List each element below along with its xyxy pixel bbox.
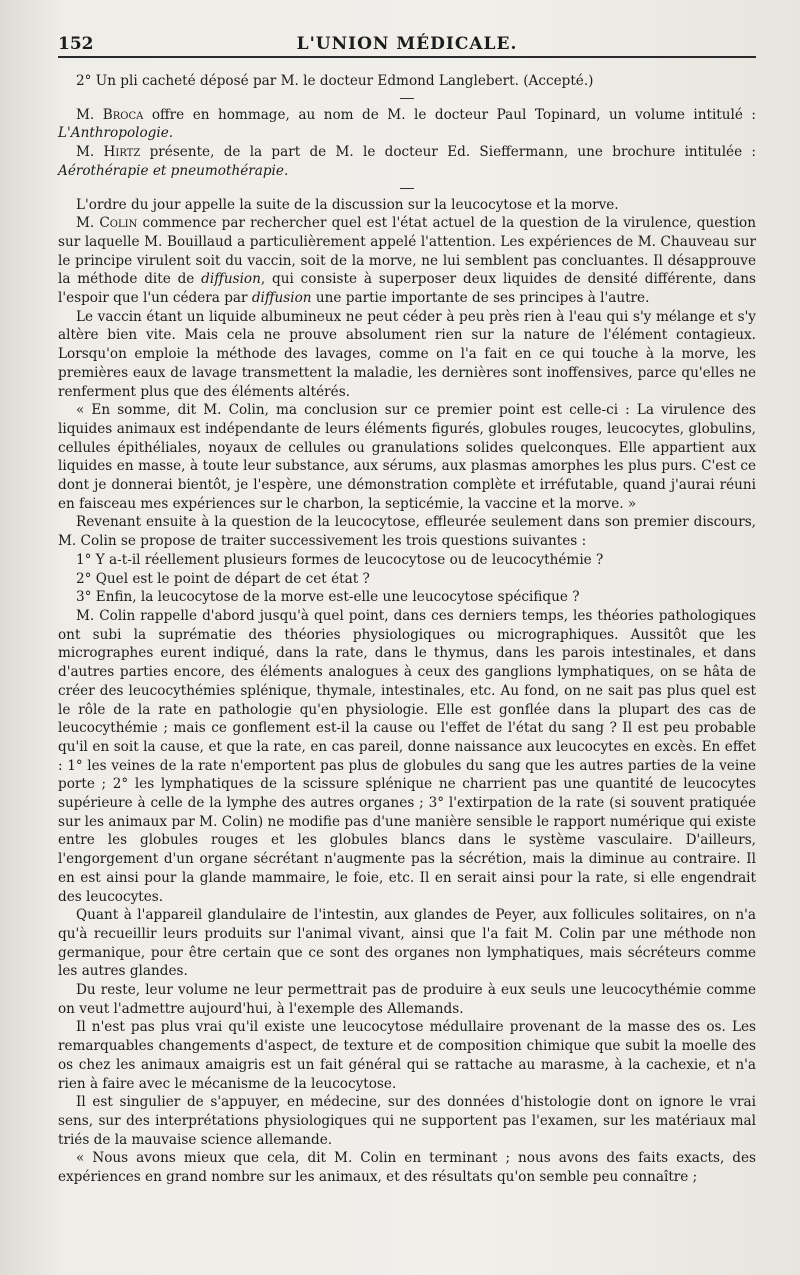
journal-title: L'UNION MÉDICALE. <box>296 34 518 54</box>
paragraph-text: commence par rechercher quel est l'état actuel de la question de la virulence, question sur laquelle M. Bouillaud a particulièrement appelé l'attention. Les expériences de M. Chauveau sur le principe virulent soit du vaccin, soit de la morve, ne lui semblent pas concluantes. Il désapprouve la méthode dite de <box>58 215 756 288</box>
broca-name: M. Broca <box>76 106 144 123</box>
paragraph: Du reste, leur volume ne leur permettrait pas de produire à eux seuls une leucocythémie comme on veut l'admettre aujourd'hui, à l'exemple des Allemands. <box>58 982 756 1017</box>
paragraph: « Nous avons mieux que cela, dit M. Colin en terminant ; nous avons des faits exacts, des expériences en grand nombre sur les animaux, et des résultats qu'on semble peu connaître ; <box>58 1150 756 1186</box>
paragraph: Le vaccin étant un liquide albumineux ne peut céder à peu près rien à l'eau qui s'y mélange et s'y altère bien vite. Mais cela ne prouve absolument rien sur la nature de l'élément contagieux. Lorsqu'on emploie la méthode des lavages, comme on l'a fait en ce qui touche à la morve, les premières eaux de lavage transmettent la maladie, les dernières sont inoffensives, parce qu'elles ne renferment plus que des éléments altérés. <box>58 308 756 400</box>
pli-cachete-item: 2° Un pli cacheté déposé par M. le docteur Edmond Langlebert. (Accepté.) <box>76 73 594 89</box>
separator <box>400 98 414 99</box>
paragraph: Quant à l'appareil glandulaire de l'intestin, aux glandes de Peyer, aux follicules solitaires, on n'a qu'à recueillir leurs produits sur l'animal vivant, ainsi que l'a fait M. Colin par une méthode non germanique, pour être certain que ce sont des organes non lymphatiques, mais sécréteurs comme les autres glandes. <box>58 907 756 980</box>
paragraph: Il n'est pas plus vrai qu'il existe une leucocytose médullaire provenant de la masse des os. Les remarquables changements d'aspect, de texture et de composition chimique que subit la moelle des os chez les animaux amaigris est un fait général qui se rattache au marasme, à la cachexie, et n'a rien à faire avec le mécanisme de la leucocytose. <box>58 1019 756 1092</box>
paragraph: M. Colin rappelle d'abord jusqu'à quel point, dans ces derniers temps, les théories pathologiques ont subi la suprématie des théories physiologiques ou micrographiques. Aussitôt que les micrographes eurent indiqué, dans la rate, dans le thymus, dans les parois intestinales, et dans d'autres parties encore, des éléments analogues à ceux des ganglions lymphatiques, on se hâta de créer des leucocythémies splénique, thymale, intestinales, etc. Au fond, on ne sait pas plus quel est le rôle de la rate en pathologie qu'en physiologie. Elle est gonflée dans la plupart des cas de leucocythémie ; mais ce gonflement est-il la cause ou l'effet de l'état du sang ? Il est peu probable qu'il en soit la cause, et que la rate, en cas pareil, donne naissance aux leucocytes en excès. En effet : 1° les veines de la rate n'emportent pas plus de globules du sang que les autres parties de la veine porte ; 2° les lymphatiques de la scissure splénique ne charrient pas une quantité de leucocytes supérieure à celle de la lymphe des autres organes ; 3° l'extirpation de la rate (si souvent pratiquée sur les animaux par M. Colin) ne modifie pas d'une manière sensible le rapport numérique qui existe entre les globules rouges et les globules blancs dans le système vasculaire. D'ailleurs, l'engorgement d'un organe sécrétant n'augmente pas la sécrétion, mais la diminue au contraire. Il en est ainsi pour la glande mammaire, le foie, etc. Il en serait ainsi pour la rate, si elle engendrait des leucocytes. <box>58 607 756 905</box>
running-head <box>58 30 756 58</box>
paragraph: Revenant ensuite à la question de la leucocytose, effleurée seulement dans son premier discours, M. Colin se propose de traiter successivement les trois questions suivantes : <box>58 514 756 550</box>
paragraph: « En somme, dit M. Colin, ma conclusion sur ce premier point est celle-ci : La virulence des liquides animaux est indépendante de leurs éléments figurés, globules rouges, leucocytes, globulins, cellules épithéliales, noyaux de cellules ou granulations solides quelconques. Elle appartient aux liquides en masse, à toute leur substance, aux sérums, aux plasmas amorphes les plus purs. C'est ce dont je donnerai bientôt, je l'espère, une démonstration complète et irréfutable, quand j'aurai réuni en faisceau mes expériences sur le charbon, la septicémie, la vaccine et la morve. » <box>58 402 756 512</box>
body-text <box>58 72 756 1187</box>
paragraph: L'ordre du jour appelle la suite de la discussion sur la leucocytose et la morve. <box>76 196 619 213</box>
question-item: 3° Enfin, la leucocytose de la morve est-elle une leucocytose spécifique ? <box>76 589 580 606</box>
hirtz-text: présente, de la part de M. le docteur Ed. Sieffermann, une brochure intitulée : <box>140 144 756 161</box>
paragraph-text: , qui consiste à superposer deux liquides de densité différente, dans l'espoir que l'un cédera par <box>58 271 756 307</box>
colin-name: M. Colin <box>76 215 138 232</box>
question-item: 2° Quel est le point de départ de cet état ? <box>76 570 370 587</box>
hirtz-book-title: Aérothérapie et pneumothérapie. <box>58 162 289 179</box>
paragraph: Il est singulier de s'appuyer, en médecine, sur des données d'histologie dont on ignore le vrai sens, sur des interprétations physiologiques qui ne supportent pas l'examen, sur les matériaux mal triés de la mauvaise science allemande. <box>58 1094 756 1148</box>
broca-text: offre en hommage, au nom de M. le docteur Paul Topinard, un volume intitulé : <box>143 106 756 123</box>
question-item: 1° Y a-t-il réellement plusieurs formes de leucocytose ou de leucocythémie ? <box>76 551 604 568</box>
paragraph <box>58 214 756 308</box>
hirtz-item <box>58 143 756 180</box>
page-number: 152 <box>58 34 94 54</box>
separator <box>400 188 414 189</box>
emphasis-diffusion: diffusion <box>251 290 312 307</box>
hirtz-name: M. Hirtz <box>76 144 141 161</box>
emphasis-diffusion: diffusion <box>201 271 261 288</box>
broca-book-title: L'Anthropologie. <box>58 125 174 142</box>
paragraph-text: une partie importante de ses principes à l'autre. <box>311 290 650 307</box>
broca-item <box>58 106 756 143</box>
